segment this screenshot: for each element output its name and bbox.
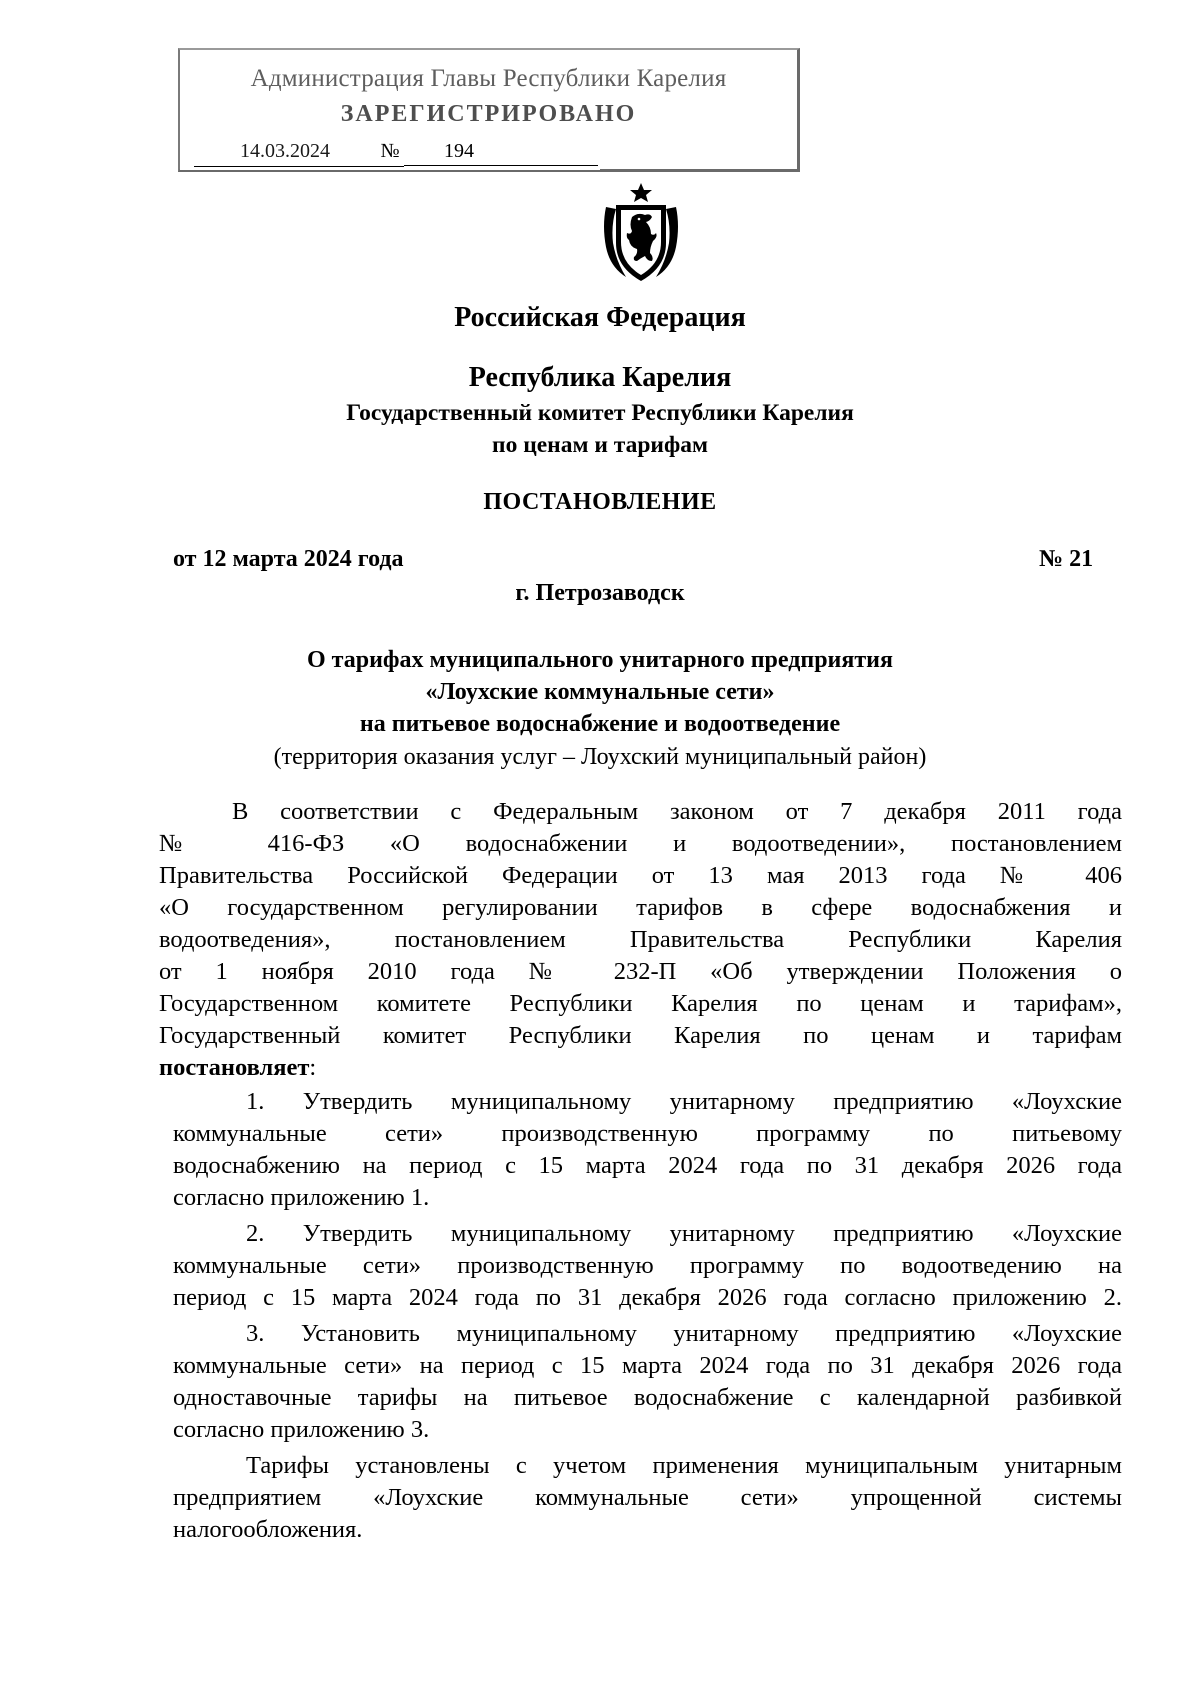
item-1-line: водоснабжению на период с 15 марта 2024 года по 31 декабря 2026 года [173, 1152, 1122, 1179]
preamble-line: Государственном комитете Республики Карелия по ценам и тарифам», [159, 990, 1122, 1017]
stamp-org: Администрация Главы Республики Карелия [250, 65, 727, 92]
item-1-line: 1. Утвердить муниципальному унитарному предприятию «Лоухские [246, 1088, 1122, 1115]
committee-heading-line2: по ценам и тарифам [492, 432, 708, 458]
registration-stamp [178, 48, 800, 172]
preamble-line: Государственный комитет Республики Карелия по ценам и тарифам [159, 1022, 1122, 1049]
title-line1: О тарифах муниципального унитарного предприятия [307, 647, 893, 673]
item-2-line: период с 15 марта 2024 года по 31 декабря 2026 года согласно приложению 2. [173, 1284, 1122, 1311]
note-line: предприятием «Лоухские коммунальные сети» упрощенной системы [173, 1484, 1122, 1511]
preamble-line: № 416-ФЗ «О водоснабжении и водоотведении», постановлением [159, 830, 1122, 857]
item-3-line: 3. Установить муниципальному унитарному предприятию «Лоухские [246, 1320, 1122, 1347]
item-2-line: 2. Утвердить муниципальному унитарному предприятию «Лоухские [246, 1220, 1122, 1247]
note-line: налогообложения. [173, 1516, 363, 1543]
preamble-line: Правительства Российской Федерации от 13 мая 2013 года № 406 [159, 862, 1122, 889]
item-2-line: коммунальные сети» производственную программу по водоотведению на [173, 1252, 1122, 1279]
preamble-line: от 1 ноября 2010 года № 232-П «Об утверждении Положения о [159, 958, 1122, 985]
item-3-line: одноставочные тарифы на питьевое водоснабжение с календарной разбивкой [173, 1384, 1122, 1411]
country-heading: Российская Федерация [454, 302, 746, 333]
document-type: ПОСТАНОВЛЕНИЕ [483, 489, 717, 515]
decree-word: постановляет [159, 1054, 310, 1081]
document-number: № 21 [1039, 546, 1094, 572]
item-1-line: согласно приложению 1. [173, 1184, 430, 1211]
stamp-date: 14.03.2024 [194, 140, 376, 167]
decree-line [159, 1052, 1122, 1084]
title-line4: (территория оказания услуг – Лоухский муниципальный район) [273, 744, 927, 770]
title-line2: «Лоухские коммунальные сети» [425, 679, 775, 705]
note-line: Тарифы установлены с учетом применения муниципальным унитарным [246, 1452, 1122, 1479]
decree-colon: : [309, 1054, 317, 1081]
preamble-line: водоотведения», постановлением Правительства Республики Карелия [159, 926, 1122, 953]
committee-heading-line1: Государственный комитет Республики Карелия [346, 400, 854, 426]
item-3-line: коммунальные сети» на период с 15 марта 2024 года по 31 декабря 2026 года [173, 1352, 1122, 1379]
stamp-number-label: № [376, 140, 404, 167]
stamp-status: ЗАРЕГИСТРИРОВАНО [340, 101, 637, 127]
item-1-line: коммунальные сети» производственную программу по питьевому [173, 1120, 1122, 1147]
title-line3: на питьевое водоснабжение и водоотведение [359, 711, 841, 737]
coat-of-arms-icon [596, 181, 686, 286]
preamble-line: «О государственном регулировании тарифов в сфере водоснабжения и [159, 894, 1122, 921]
preamble-line: В соответствии с Федеральным законом от 7 декабря 2011 года [232, 798, 1122, 825]
document-city: г. Петрозаводск [515, 580, 685, 606]
republic-heading: Республика Карелия [468, 362, 732, 393]
item-3-line: согласно приложению 3. [173, 1416, 430, 1443]
stamp-number: 194 [404, 140, 598, 166]
stamp-registration-row [180, 140, 600, 170]
document-date: от 12 марта 2024 года [173, 546, 404, 572]
